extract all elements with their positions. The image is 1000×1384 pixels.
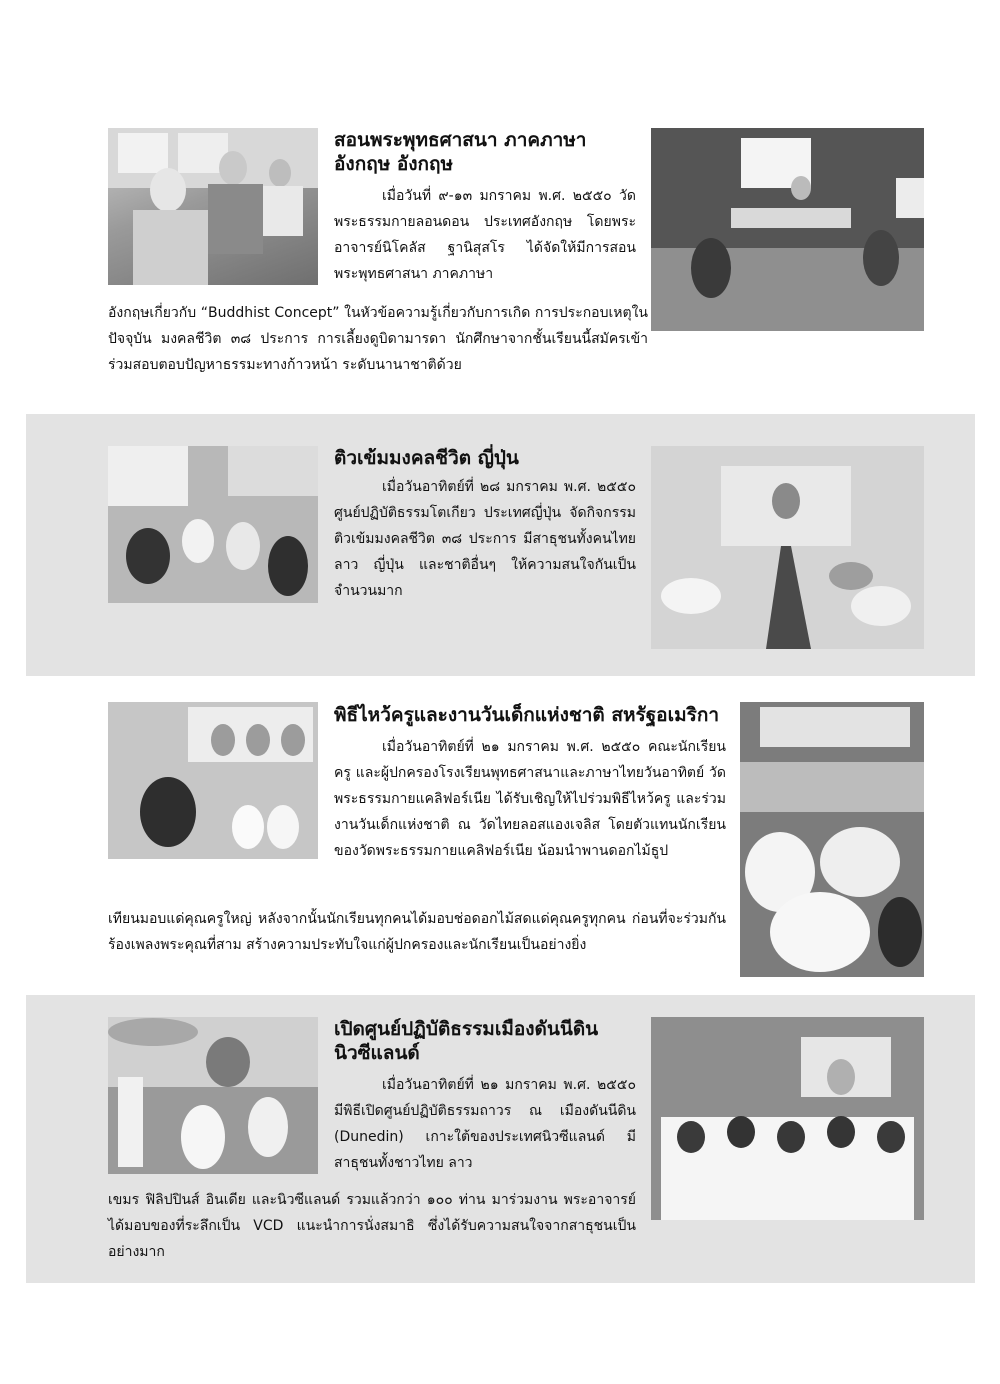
photo-london-students-meditating xyxy=(108,128,318,285)
article-title-new-zealand: เปิดศูนย์ปฏิบัติธรรมเมืองดันนีดิน นิวซีแลนด์ xyxy=(334,1018,599,1064)
article-body-usa: เมื่อวันอาทิตย์ที่ ๒๑ มกราคม พ.ศ. ๒๕๕๐ คณะนักเรียน ครู และผู้ปกครองโรงเรียนพุทธศาสนาและภาษาไทยวันอาทิตย์ วัดพระธรรมกายแคลิฟอร์เนีย ได้รับเชิญให้ไปร่วมพิธีไหว้ครู และร่วมงานวันเด็กแห่งชาติ ณ วัดไทยลอสแองเจลิส โดยตัวแทนนักเรียนของวัดพระธรรมกายแคลิฟอร์เนีย น้อมนำพานดอกไม้ธูป xyxy=(334,739,726,859)
photo-la-students-offering-flowers xyxy=(740,702,924,977)
article-title-england: สอนพระพุทธศาสนา ภาคภาษาอังกฤษ อังกฤษ xyxy=(334,129,587,175)
photo-dunedin-group xyxy=(651,1017,924,1220)
photo-dunedin-procession xyxy=(108,1017,318,1174)
article-body-japan: เมื่อวันอาทิตย์ที่ ๒๘ มกราคม พ.ศ. ๒๕๕๐ ศูนย์ปฏิบัติธรรมโตเกียว ประเทศญี่ปุ่น จัดกิจกรรมติวเข้มมงคลชีวิต ๓๘ ประการ มีสาธุชนทั้งคนไทย ลาว ญี่ปุ่น และชาติอื่นๆ ให้ความสนใจกันเป็นจำนวนมาก xyxy=(334,479,636,599)
photo-london-lecture-hall xyxy=(651,128,924,331)
article-body-usa-continued: เทียนมอบแด่คุณครูใหญ่ หลังจากนั้นนักเรียนทุกคนได้มอบช่อดอกไม้สดแด่คุณครูทุกคน ก่อนที่จะร่วมกันร้องเพลงพระคุณที่สาม สร้างความประทับใจแก่ผู้ปกครองและนักเรียนเป็นอย่างยิ่ง xyxy=(108,911,726,953)
article-body-new-zealand: เมื่อวันอาทิตย์ที่ ๒๑ มกราคม พ.ศ. ๒๕๕๐ มีพิธีเปิดศูนย์ปฏิบัติธรรมถาวร ณ เมืองดันนีดิน (Dunedin) เกาะใต้ของประเทศนิวซีแลนด์ มีสาธุชนทั้งชาวไทย ลาว xyxy=(334,1077,636,1171)
photo-tokyo-meditation-hall xyxy=(651,446,924,649)
article-body-england-continued: อังกฤษเกี่ยวกับ “Buddhist Concept” ในหัวข้อความรู้เกี่ยวกับการเกิด การประกอบเหตุในปัจจุบัน มงคลชีวิต ๓๘ ประการ การเลี้ยงดูบิดามารดา นักศึกษาจากชั้นเรียนนี้สมัครเข้าร่วมสอบตอบปัญหาธรรมะทางก้าวหน้า ระดับนานาชาติด้วย xyxy=(108,305,648,373)
article-title-usa: พิธีไหว้ครูและงานวันเด็กแห่งชาติ สหรัฐอเมริกา xyxy=(334,704,719,726)
photo-la-wai-khru-ceremony xyxy=(108,702,318,859)
article-body-england: เมื่อวันที่ ๙-๑๓ มกราคม พ.ศ. ๒๕๕๐ วัดพระธรรมกายลอนดอน ประเทศอังกฤษ โดยพระอาจารย์นิโคลัส ฐานิสุสโร ได้จัดให้มีการสอนพระพุทธศาสนา ภาคภาษา xyxy=(334,188,636,282)
article-body-new-zealand-continued: เขมร ฟิลิปปินส์ อินเดีย และนิวซีแลนด์ รวมแล้วกว่า ๑๐๐ ท่าน มาร่วมงาน พระอาจารย์ได้มอบของที่ระลึกเป็น VCD แนะนำการนั่งสมาธิ ซึ่งได้รับความสนใจจากสาธุชนเป็นอย่างมาก xyxy=(108,1192,636,1260)
article-title-japan: ติวเข้มมงคลชีวิต ญี่ปุ่น xyxy=(334,447,519,469)
photo-tokyo-seated-participants xyxy=(108,446,318,603)
